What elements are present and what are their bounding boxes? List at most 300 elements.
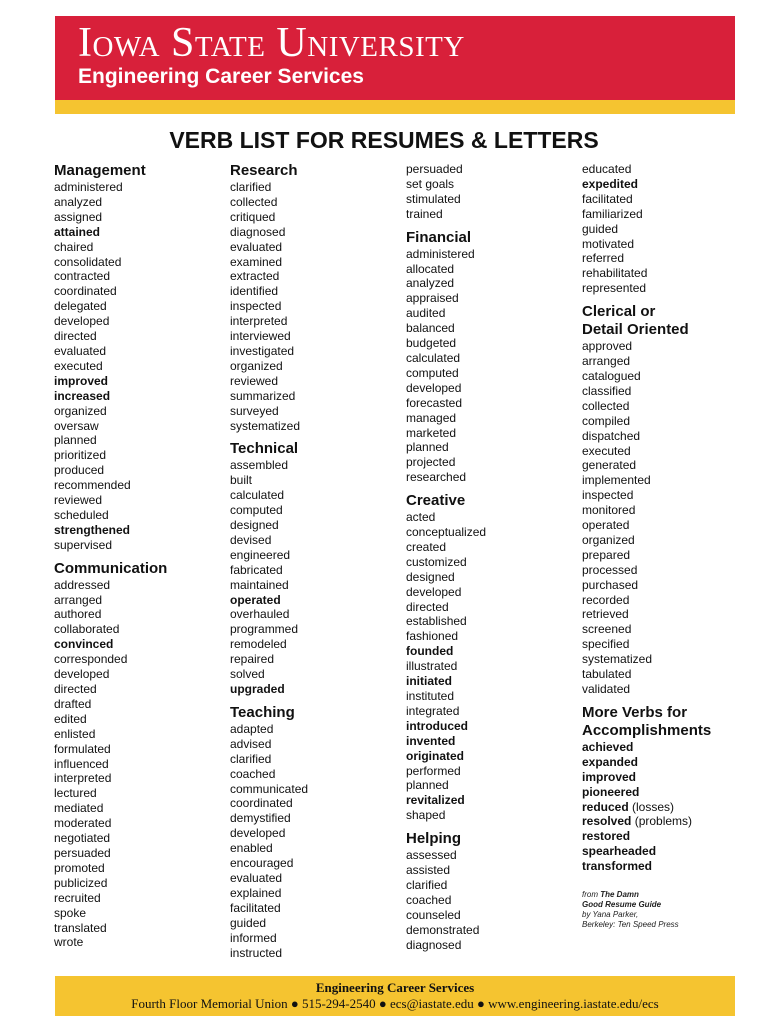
verb-text: surveyed <box>230 403 279 418</box>
verb-section <box>582 704 760 874</box>
verb-item <box>230 682 402 697</box>
verb-text: collected <box>230 194 278 209</box>
verb-section <box>230 704 402 961</box>
verb-item <box>230 284 402 299</box>
citation-book-title: The Damn <box>600 890 639 900</box>
verb-text: programmed <box>230 622 299 637</box>
verb-text: researched <box>406 470 467 485</box>
verb-item <box>406 863 578 878</box>
verb-item <box>406 629 578 644</box>
verb-item <box>406 704 578 719</box>
footer-org: Engineering Career Services <box>315 980 475 995</box>
verb-text: publicized <box>54 875 108 890</box>
verb-item <box>406 440 578 455</box>
verb-text: solved <box>230 667 265 682</box>
verb-item <box>582 682 760 697</box>
verb-item <box>54 538 226 553</box>
verb-text: engineered <box>230 547 291 562</box>
verb-text: demonstrated <box>406 922 480 937</box>
verb-text: interviewed <box>230 329 291 344</box>
verb-item <box>582 339 760 354</box>
verb-text: moderated <box>54 816 112 831</box>
verb-text: planned <box>406 440 449 455</box>
verb-item <box>54 891 226 906</box>
verb-item <box>230 826 402 841</box>
verb-item <box>54 667 226 682</box>
verb-text: set goals <box>406 176 455 191</box>
section-heading: Technical <box>230 440 299 458</box>
verb-item <box>406 749 578 764</box>
verb-item <box>582 444 760 459</box>
verb-item <box>54 861 226 876</box>
verb-text: lectured <box>54 786 97 801</box>
verb-list <box>406 162 578 222</box>
verb-item <box>582 740 760 755</box>
verb-item <box>582 266 760 281</box>
verb-item <box>230 180 402 195</box>
verb-section <box>582 303 760 697</box>
verb-item <box>582 637 760 652</box>
section-heading: Creative <box>406 492 466 510</box>
verb-column-3 <box>406 162 578 953</box>
verb-item <box>54 935 226 950</box>
verb-item <box>406 719 578 734</box>
verb-item <box>582 829 760 844</box>
verb-text: devised <box>230 532 272 547</box>
verb-item <box>230 240 402 255</box>
verb-text: assessed <box>406 848 457 863</box>
verb-item <box>582 593 760 608</box>
verb-item <box>230 503 402 518</box>
verb-text: remodeled <box>230 637 287 652</box>
verb-text: illustrated <box>406 659 458 674</box>
page-title: VERB LIST FOR RESUMES & LETTERS <box>169 127 599 153</box>
verb-item <box>406 336 578 351</box>
verb-item <box>54 906 226 921</box>
verb-text: administered <box>54 180 123 194</box>
verb-text: revitalized <box>406 793 465 808</box>
verb-text: analyzed <box>406 276 455 291</box>
verb-item <box>54 682 226 697</box>
verb-item <box>230 419 402 434</box>
verb-text: expanded <box>582 754 639 769</box>
verb-text: informed <box>230 930 277 945</box>
verb-item <box>230 593 402 608</box>
verb-item <box>54 255 226 270</box>
verb-item <box>230 841 402 856</box>
verb-text: upgraded <box>230 682 285 696</box>
verb-text: familiarized <box>582 206 643 221</box>
verb-text: formulated <box>54 741 111 756</box>
verb-text: directed <box>54 329 97 344</box>
verb-item <box>230 637 402 652</box>
verb-text: interpreted <box>230 314 288 329</box>
verb-item <box>54 771 226 786</box>
verb-item <box>582 354 760 369</box>
verb-item <box>582 859 760 874</box>
verb-note: (problems) <box>631 814 693 829</box>
verb-text: investigated <box>230 343 295 358</box>
verb-item <box>582 652 760 667</box>
verb-text: managed <box>406 410 457 425</box>
verb-text: influenced <box>54 756 109 771</box>
verb-text: directed <box>54 682 97 696</box>
verb-text: integrated <box>406 703 460 718</box>
verb-item <box>230 652 402 667</box>
verb-text: chaired <box>54 239 94 254</box>
verb-text: stimulated <box>406 191 461 206</box>
verb-item <box>406 455 578 470</box>
verb-text: screened <box>582 622 632 637</box>
verb-item <box>54 195 226 210</box>
verb-text: initiated <box>406 674 453 689</box>
verb-list <box>230 722 402 961</box>
verb-item <box>230 796 402 811</box>
verb-item <box>54 712 226 727</box>
verb-item <box>230 946 402 961</box>
verb-text: arranged <box>54 592 103 607</box>
verb-text: arranged <box>582 354 631 369</box>
verb-item <box>54 523 226 538</box>
citation-publisher: Berkeley: Ten Speed Press <box>582 920 679 930</box>
citation <box>582 890 760 930</box>
verb-item <box>230 722 402 737</box>
verb-text: coached <box>230 766 276 781</box>
verb-item <box>582 429 760 444</box>
verb-text: resolved <box>582 814 632 829</box>
verb-item <box>406 540 578 555</box>
verb-text: advised <box>230 736 272 751</box>
verb-item <box>230 344 402 359</box>
verb-item <box>54 448 226 463</box>
verb-item <box>230 931 402 946</box>
verb-text: evaluated <box>54 343 107 358</box>
verb-item <box>54 786 226 801</box>
verb-text: produced <box>54 463 105 478</box>
verb-text: counseled <box>406 907 461 922</box>
verb-item <box>230 563 402 578</box>
verb-item <box>406 426 578 441</box>
verb-section <box>406 162 578 222</box>
verb-item <box>230 578 402 593</box>
verb-item <box>230 782 402 797</box>
verb-item <box>582 622 760 637</box>
verb-list <box>582 740 760 874</box>
verb-item <box>582 281 760 296</box>
verb-text: critiqued <box>230 209 276 224</box>
verb-item <box>582 844 760 859</box>
verb-item <box>406 793 578 808</box>
verb-item <box>582 533 760 548</box>
verb-item <box>230 737 402 752</box>
verb-item <box>582 222 760 237</box>
verb-text: summarized <box>230 388 296 403</box>
verb-item <box>406 555 578 570</box>
verb-text: wrote <box>54 935 84 950</box>
verb-item <box>406 396 578 411</box>
verb-text: tabulated <box>582 667 632 682</box>
verb-item <box>54 210 226 225</box>
verb-item <box>54 637 226 652</box>
verb-text: overhauled <box>230 607 290 622</box>
verb-text: edited <box>54 711 87 726</box>
verb-item <box>54 433 226 448</box>
verb-text: communicated <box>230 781 309 796</box>
section-heading-line-2: Detail Oriented <box>582 321 689 339</box>
verb-text: established <box>406 614 467 629</box>
verb-text: diagnosed <box>406 937 462 952</box>
verb-item <box>582 414 760 429</box>
verb-item <box>54 180 226 195</box>
verb-item <box>54 314 226 329</box>
verb-item <box>582 162 760 177</box>
verb-text: recommended <box>54 478 131 493</box>
verb-text: purchased <box>582 577 639 592</box>
verb-item <box>582 473 760 488</box>
verb-text: conceptualized <box>406 525 487 540</box>
verb-item <box>54 876 226 891</box>
verb-text: built <box>230 473 253 488</box>
verb-text: negotiated <box>54 831 111 846</box>
verb-item <box>582 369 760 384</box>
section-heading-line-2: Accomplishments <box>582 721 712 739</box>
verb-item <box>582 578 760 593</box>
verb-text: operated <box>230 592 281 607</box>
verb-item <box>406 908 578 923</box>
verb-text: adapted <box>230 721 274 736</box>
verb-text: catalogued <box>582 368 641 383</box>
verb-text: organized <box>54 403 107 418</box>
verb-text: designed <box>230 518 279 533</box>
verb-text: prioritized <box>54 448 107 463</box>
verb-text: calculated <box>230 488 285 503</box>
verb-text: classified <box>582 383 632 398</box>
verb-item <box>230 856 402 871</box>
verb-text: retrieved <box>582 607 629 622</box>
verb-text: planned <box>54 433 97 448</box>
footer-contact: Fourth Floor Memorial Union ● 515-294-2540 ● ecs@iastate.edu ● www.engineering.iastate.edu/ecs <box>131 996 659 1011</box>
verb-text: coordinated <box>230 796 293 811</box>
verb-item <box>230 374 402 389</box>
verb-text: examined <box>230 254 283 269</box>
verb-item <box>406 923 578 938</box>
verb-item <box>54 299 226 314</box>
citation-source: from The Damn <box>582 890 639 900</box>
verb-text: reviewed <box>230 373 279 388</box>
verb-item <box>54 225 226 240</box>
verb-item <box>406 381 578 396</box>
verb-item <box>406 734 578 749</box>
verb-item <box>406 306 578 321</box>
verb-item <box>406 600 578 615</box>
verb-text: spoke <box>54 905 87 920</box>
verb-text: attained <box>54 224 101 239</box>
verb-text: promoted <box>54 860 105 875</box>
verb-item <box>582 607 760 622</box>
verb-text: customized <box>406 554 467 569</box>
verb-text: oversaw <box>54 418 99 433</box>
verb-text: explained <box>230 885 282 900</box>
verb-text: marketed <box>406 425 457 440</box>
verb-item <box>230 901 402 916</box>
verb-item <box>54 240 226 255</box>
verb-text: guided <box>230 915 267 930</box>
verb-text: achieved <box>582 739 634 754</box>
citation-author: by Yana Parker, <box>582 910 639 920</box>
verb-section <box>54 162 226 553</box>
verb-item <box>54 831 226 846</box>
verb-item <box>582 384 760 399</box>
verb-text: assembled <box>230 458 289 473</box>
verb-item <box>582 800 760 815</box>
verb-text: scheduled <box>54 507 109 522</box>
verb-item <box>582 667 760 682</box>
verb-item <box>582 770 760 785</box>
verb-text: computed <box>406 365 459 380</box>
verb-item <box>406 878 578 893</box>
verb-text: rehabilitated <box>582 266 648 281</box>
verb-item <box>230 667 402 682</box>
verb-list <box>406 848 578 952</box>
verb-text: encouraged <box>230 856 294 871</box>
verb-item <box>406 938 578 953</box>
verb-item <box>406 848 578 863</box>
verb-text: restored <box>582 829 631 844</box>
verb-section <box>54 560 226 951</box>
verb-text: represented <box>582 281 647 296</box>
verb-item <box>406 470 578 485</box>
citation-book-title-2: Good Resume Guide <box>582 900 662 910</box>
verb-item <box>54 269 226 284</box>
verb-text: improved <box>582 769 637 784</box>
verb-item <box>230 404 402 419</box>
verb-text: developed <box>54 314 110 329</box>
verb-text: authored <box>54 607 102 622</box>
verb-item <box>406 411 578 426</box>
verb-text: invented <box>406 733 456 748</box>
verb-item <box>54 742 226 757</box>
verb-item <box>406 351 578 366</box>
verb-item <box>582 399 760 414</box>
department-name: Engineering Career Services <box>78 65 364 88</box>
verb-item <box>582 177 760 192</box>
verb-text: validated <box>582 682 631 696</box>
verb-text: fabricated <box>230 562 283 577</box>
verb-item <box>230 607 402 622</box>
verb-text: consolidated <box>54 254 122 269</box>
verb-item <box>54 374 226 389</box>
verb-text: approved <box>582 339 633 354</box>
verb-text: performed <box>406 763 461 778</box>
verb-section <box>406 492 578 823</box>
verb-text: projected <box>406 455 456 470</box>
verb-list <box>582 339 760 697</box>
verb-text: extracted <box>230 269 280 284</box>
verb-text: budgeted <box>406 336 457 351</box>
verb-item <box>230 767 402 782</box>
verb-text: developed <box>230 826 286 841</box>
verb-item <box>54 389 226 404</box>
verb-item <box>230 329 402 344</box>
verb-item <box>406 689 578 704</box>
verb-item <box>406 644 578 659</box>
verb-text: enabled <box>230 841 273 856</box>
verb-item <box>582 458 760 473</box>
verb-text: organized <box>230 358 283 373</box>
verb-text: persuaded <box>54 845 111 860</box>
verb-text: contracted <box>54 269 111 284</box>
verb-item <box>54 846 226 861</box>
verb-text: developed <box>54 667 110 682</box>
verb-item <box>406 614 578 629</box>
verb-text: allocated <box>406 261 455 276</box>
verb-item <box>230 548 402 563</box>
verb-text: planned <box>406 778 449 793</box>
verb-list <box>54 180 226 553</box>
verb-text: drafted <box>54 696 92 711</box>
verb-item <box>406 177 578 192</box>
verb-section <box>406 830 578 952</box>
verb-item <box>582 755 760 770</box>
verb-text: recruited <box>54 890 101 905</box>
university-name: Iowa State University <box>78 20 465 66</box>
verb-list <box>54 578 226 951</box>
verb-text: strengthened <box>54 522 131 537</box>
verb-text: administered <box>406 246 475 261</box>
section-heading: More Verbs for <box>582 703 688 721</box>
verb-text: executed <box>582 443 631 458</box>
section-heading: Research <box>230 162 298 179</box>
verb-item <box>406 162 578 177</box>
verb-text: instructed <box>230 945 283 960</box>
verb-item <box>406 808 578 823</box>
verb-text: introduced <box>406 718 468 733</box>
verb-item <box>54 652 226 667</box>
verb-text: reduced <box>582 799 629 814</box>
header-stripe <box>55 100 735 114</box>
verb-list <box>230 180 402 433</box>
verb-text: motivated <box>582 236 635 251</box>
verb-text: organized <box>582 532 635 547</box>
verb-item <box>54 757 226 772</box>
verb-item <box>406 291 578 306</box>
verb-item <box>406 276 578 291</box>
verb-text: created <box>406 539 447 554</box>
verb-text: audited <box>406 306 446 321</box>
verb-item <box>230 269 402 284</box>
verb-text: demystified <box>230 811 291 826</box>
verb-text: specified <box>582 637 630 652</box>
verb-item <box>230 195 402 210</box>
section-heading: Management <box>54 162 146 179</box>
verb-item <box>406 585 578 600</box>
verb-item <box>230 886 402 901</box>
verb-item <box>54 622 226 637</box>
verb-item <box>230 811 402 826</box>
verb-text: balanced <box>406 321 455 336</box>
verb-text: developed <box>406 584 462 599</box>
verb-text: clarified <box>230 751 272 766</box>
verb-list <box>582 162 760 296</box>
verb-item <box>54 607 226 622</box>
verb-section <box>582 162 760 296</box>
verb-text: mediated <box>54 801 104 816</box>
verb-text: reviewed <box>54 493 103 508</box>
verb-text: interpreted <box>54 771 112 786</box>
verb-text: facilitated <box>582 191 633 206</box>
verb-text: forecasted <box>406 395 463 410</box>
verb-text: prepared <box>582 547 631 562</box>
